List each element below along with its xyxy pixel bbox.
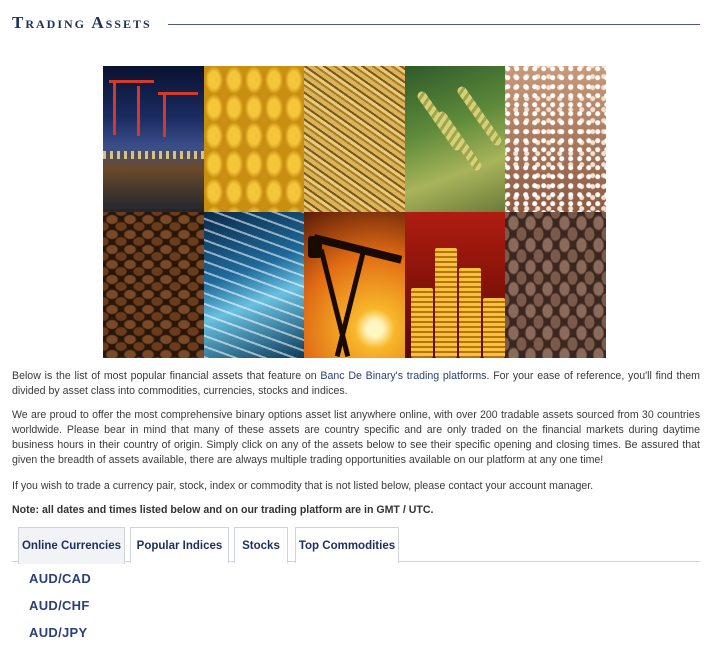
harbor-tile — [103, 66, 204, 212]
tab-top-commodities[interactable]: Top Commodities — [295, 527, 399, 563]
oil-tile — [304, 212, 405, 358]
trading-platforms-link[interactable]: Banc De Binary's trading platforms — [320, 370, 487, 382]
commodities-mosaic-image — [103, 66, 606, 358]
sugar-tile — [505, 66, 606, 212]
contact-paragraph: If you wish to trade a currency pair, stock, index or commodity that is not listed below, please contact your account manager. — [12, 480, 594, 492]
intro-paragraph: Below is the list of most popular financial assets that feature on Banc De Binary's trading platforms. For your ease of reference, you'll find them divided by asset class into commodities, currencies, stocks and indices. — [12, 370, 700, 397]
pasta-tile — [304, 66, 405, 212]
asset-link[interactable]: AUD/CAD — [29, 571, 92, 586]
cocoa-tile — [505, 212, 606, 358]
asset-class-tabs — [12, 524, 700, 562]
water-tile — [204, 212, 305, 358]
timezone-note: Note: all dates and times listed below and on our trading platform are in GMT / UTC. — [12, 504, 434, 516]
tab-stocks[interactable]: Stocks — [234, 527, 288, 563]
corn-tile — [204, 66, 305, 212]
asset-link[interactable]: AUD/JPY — [29, 625, 88, 640]
title-divider — [168, 24, 700, 25]
tab-online-currencies[interactable]: Online Currencies — [18, 527, 125, 564]
asset-link[interactable]: AUD/CHF — [29, 598, 90, 613]
coffee-tile — [103, 212, 204, 358]
asset-list-paragraph: We are proud to offer the most comprehensive binary options asset list anywhere online, with over 200 tradable assets sourced from 30 countries worldwide. Please bear in mind that many of these assets are country specific and are only traded on the financial markets during daytime business hours in their country of origin. Simply click on any of the assets below to see their specific opening and closing times. Be assured that given the breadth of assets available, there are always multiple trading opportunities available on our platform at any one time! — [12, 409, 700, 466]
page-title: Trading Assets — [12, 13, 152, 32]
page-header — [12, 8, 700, 38]
wheat-tile — [405, 66, 506, 212]
gold-coins-tile — [405, 212, 506, 358]
tab-popular-indices[interactable]: Popular Indices — [130, 527, 229, 563]
asset-list — [29, 569, 91, 650]
